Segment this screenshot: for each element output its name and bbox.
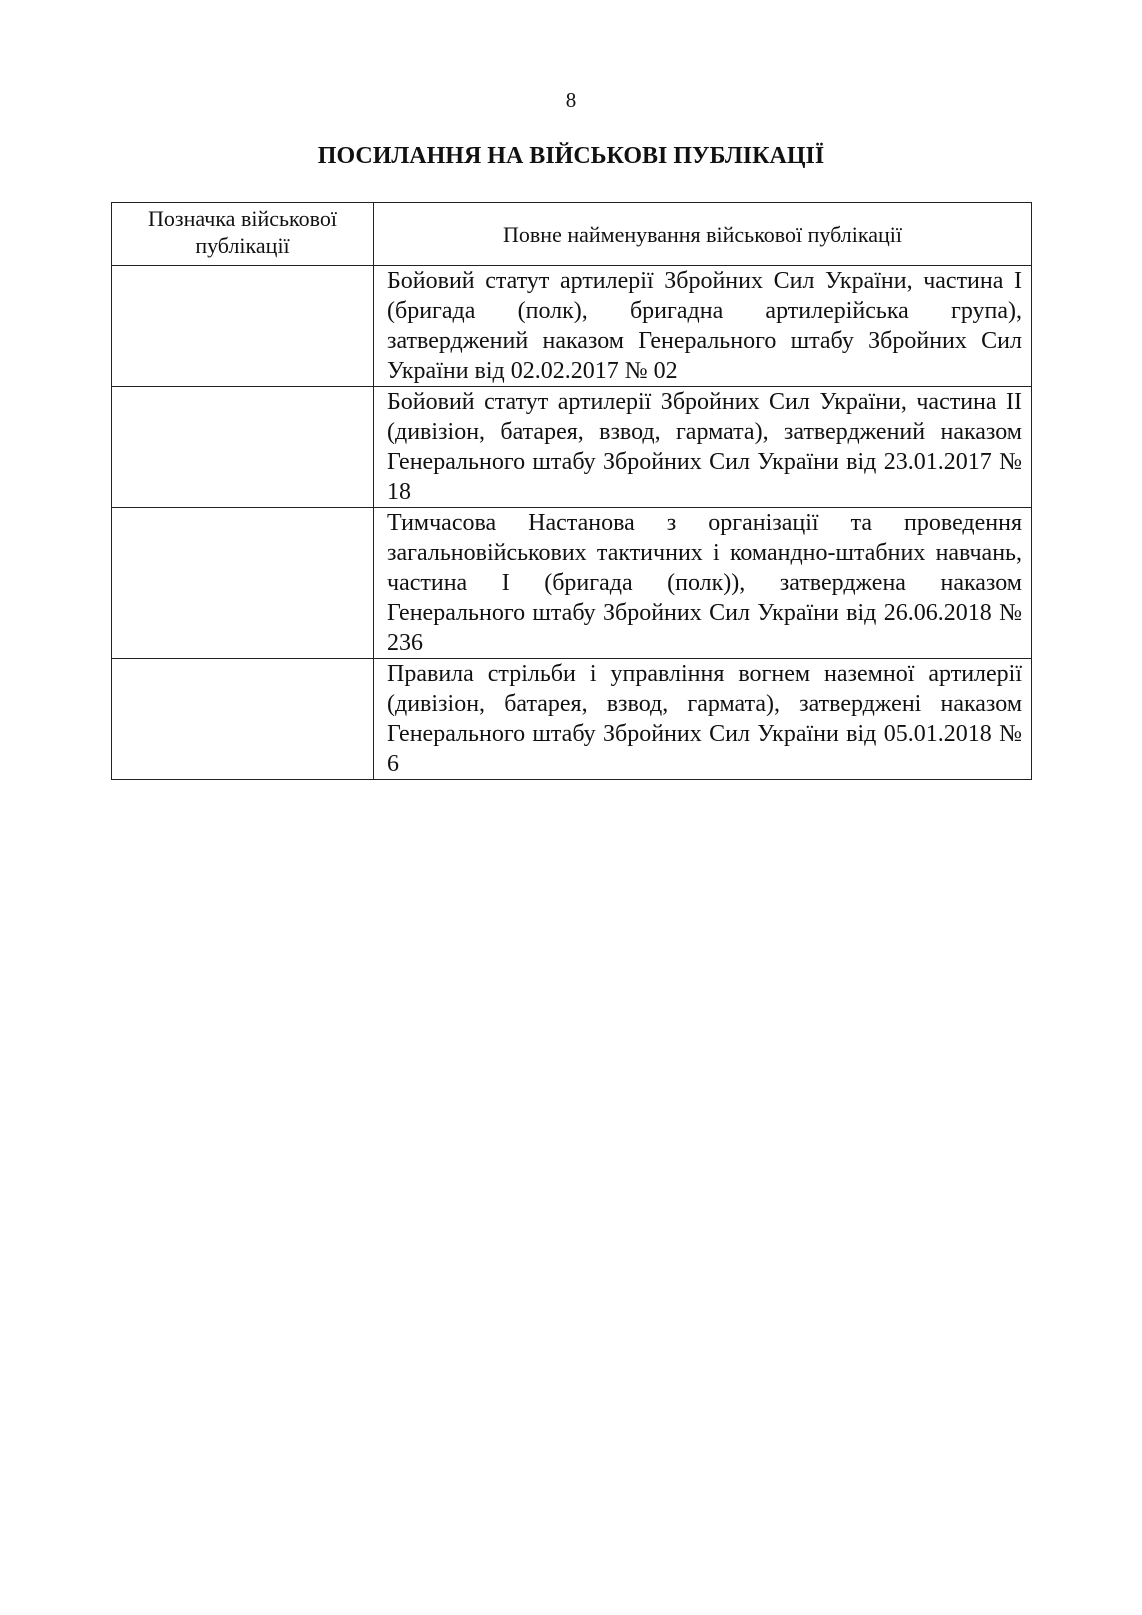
- table-row: [112, 508, 1032, 659]
- table-row: [112, 266, 1032, 387]
- designation-cell: [112, 266, 374, 387]
- full-name-cell: Правила стрільби і управління вогнем наземної артилерії (дивізіон, батарея, взвод, гармата), затверджені наказом Генерального штабу Збройних Сил України від 05.01.2018 № 6: [374, 659, 1032, 780]
- full-name-cell: Тимчасова Настанова з організації та проведення загальновійськових тактичних і командно-штабних навчань, частина І (бригада (полк)), затверджена наказом Генерального штабу Збройних Сил України від 26.06.2018 № 236: [374, 508, 1032, 659]
- table-row: [112, 659, 1032, 780]
- table-header-row: [112, 203, 1032, 266]
- designation-cell: [112, 508, 374, 659]
- publications-table: [111, 202, 1032, 780]
- designation-cell: [112, 387, 374, 508]
- table-row: [112, 387, 1032, 508]
- full-name-cell: Бойовий статут артилерії Збройних Сил України, частина І (бригада (полк), бригадна артилерійська група), затверджений наказом Генерального штабу Збройних Сил України від 02.02.2017 № 02: [374, 266, 1032, 387]
- designation-cell: [112, 659, 374, 780]
- header-designation: Позначка військової публікації: [112, 203, 374, 266]
- full-name-cell: Бойовий статут артилерії Збройних Сил України, частина ІІ (дивізіон, батарея, взвод, гармата), затверджений наказом Генерального штабу Збройних Сил України від 23.01.2017 № 18: [374, 387, 1032, 508]
- page-number: 8: [565, 88, 577, 112]
- page-title: ПОСИЛАННЯ НА ВІЙСЬКОВІ ПУБЛІКАЦІЇ: [317, 143, 825, 169]
- header-full-name: Повне найменування військової публікації: [374, 203, 1032, 266]
